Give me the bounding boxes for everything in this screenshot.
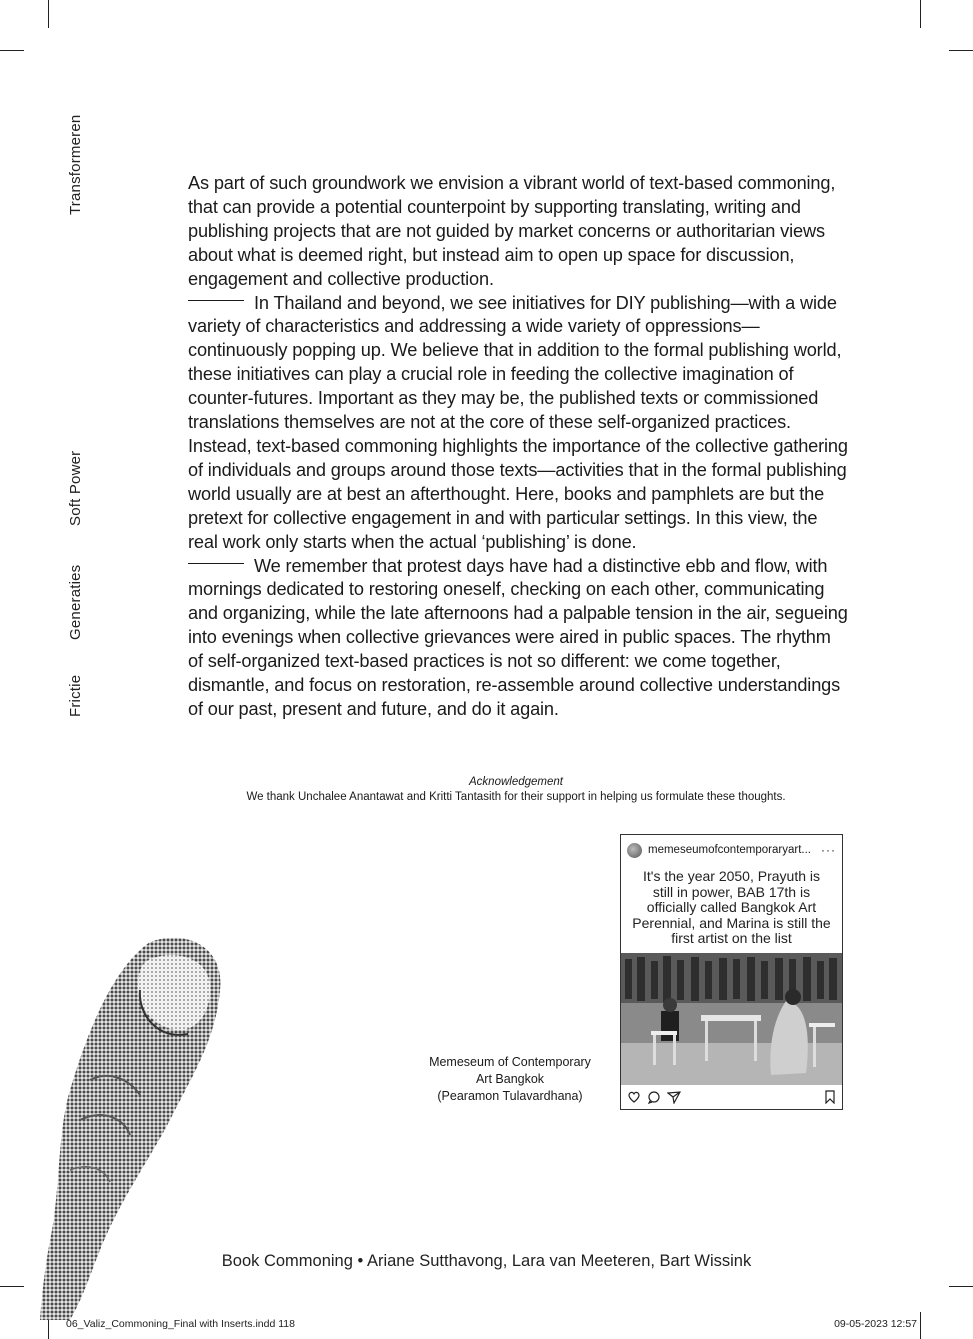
running-footer: Book Commoning • Ariane Sutthavong, Lara van Meeteren, Bart Wissink xyxy=(221,1252,752,1270)
crop-mark xyxy=(920,0,921,28)
heart-icon xyxy=(627,1090,641,1104)
more-options-icon: ··· xyxy=(821,843,836,857)
crop-mark xyxy=(0,1286,24,1287)
caption-line: Art Bangkok xyxy=(475,1072,545,1086)
paragraph-rule xyxy=(188,563,244,564)
comment-icon xyxy=(647,1090,661,1104)
paragraph: We remember that protest days have had a distinctive ebb and flow, with mornings dedicated to restoring oneself, checking on each other, communicating and organizing, while the late afternoons had a palpable tension in the air, segueing into evenings when collective grievances were aired in public spaces. The rhythm of self-organized text-based practices is not so different: we come together, dismantle, and focus on restoration, re-assemble around collective understandings of our past, present and future, and do it again. xyxy=(188,555,848,719)
slug-date: 09-05-2023 12:57 xyxy=(834,1318,917,1330)
side-nav-item-transformeren: Transformeren xyxy=(67,114,84,215)
post-text: It's the year 2050, Prayuth is still in power, BAB 17th is officially called Bangkok Art Perennial, and Marina is still the first artist on the list xyxy=(632,868,831,946)
paragraph: In Thailand and beyond, we see initiatives for DIY publishing—with a wide variety of characteristics and addressing a wide variety of oppressions—continuously popping up. We believe that in addition to the formal publishing world, these initiatives can play a crucial role in feeding the collective imagination of counter-futures. Important as they may be, the published texts or commissioned translations themselves are not at the core of these self-organized practices. Instead, text-based commoning highlights the importance of the collective gathering of individuals and groups around those texts—activities that in the formal publishing world usually are at best an afterthought. Here, books and pamphlets are but the pretext for collective engagement in and with particular settings. In this view, the real work only starts when the actual ‘publishing’ is done. xyxy=(188,292,848,552)
body-text xyxy=(188,172,848,722)
avatar xyxy=(627,843,642,858)
image-caption xyxy=(414,1054,606,1105)
crop-mark xyxy=(949,1286,973,1287)
caption-line: Memeseum of Contemporary xyxy=(429,1055,591,1069)
acknowledgement xyxy=(188,776,844,803)
crop-mark xyxy=(48,0,49,28)
instagram-post xyxy=(620,834,843,1110)
acknowledgement-title: Acknowledgement xyxy=(469,776,563,788)
crop-mark xyxy=(920,1312,921,1339)
share-icon xyxy=(667,1090,681,1104)
bookmark-icon xyxy=(824,1090,836,1104)
side-navigation xyxy=(67,100,89,730)
side-nav-item-soft-power: Soft Power xyxy=(67,450,84,526)
side-nav-item-frictie: Frictie xyxy=(67,674,84,717)
post-username: memeseumofcontemporaryart... xyxy=(648,844,811,856)
acknowledgement-text: We thank Unchalee Anantawat and Kritti Tantasith for their support in helping us formulate these thoughts. xyxy=(246,791,786,803)
paragraph: As part of such groundwork we envision a vibrant world of text-based commoning, that can provide a potential counterpoint by supporting translating, writing and publishing projects that are not guided by market concerns or authoritarian views about what is deemed right, but instead aim to open up space for discussion, engagement and collective production. xyxy=(188,173,836,289)
post-header xyxy=(627,841,836,859)
crop-mark xyxy=(0,50,24,51)
caption-line: (Pearamon Tulavardhana) xyxy=(437,1089,583,1103)
post-actions xyxy=(627,1089,836,1105)
crop-mark xyxy=(949,50,973,51)
post-photo xyxy=(621,953,842,1085)
side-nav-item-generaties: Generaties xyxy=(67,564,84,640)
slug-file-info: 06_Valiz_Commoning_Final with Inserts.indd 118 xyxy=(66,1318,295,1330)
paragraph-rule xyxy=(188,300,244,301)
